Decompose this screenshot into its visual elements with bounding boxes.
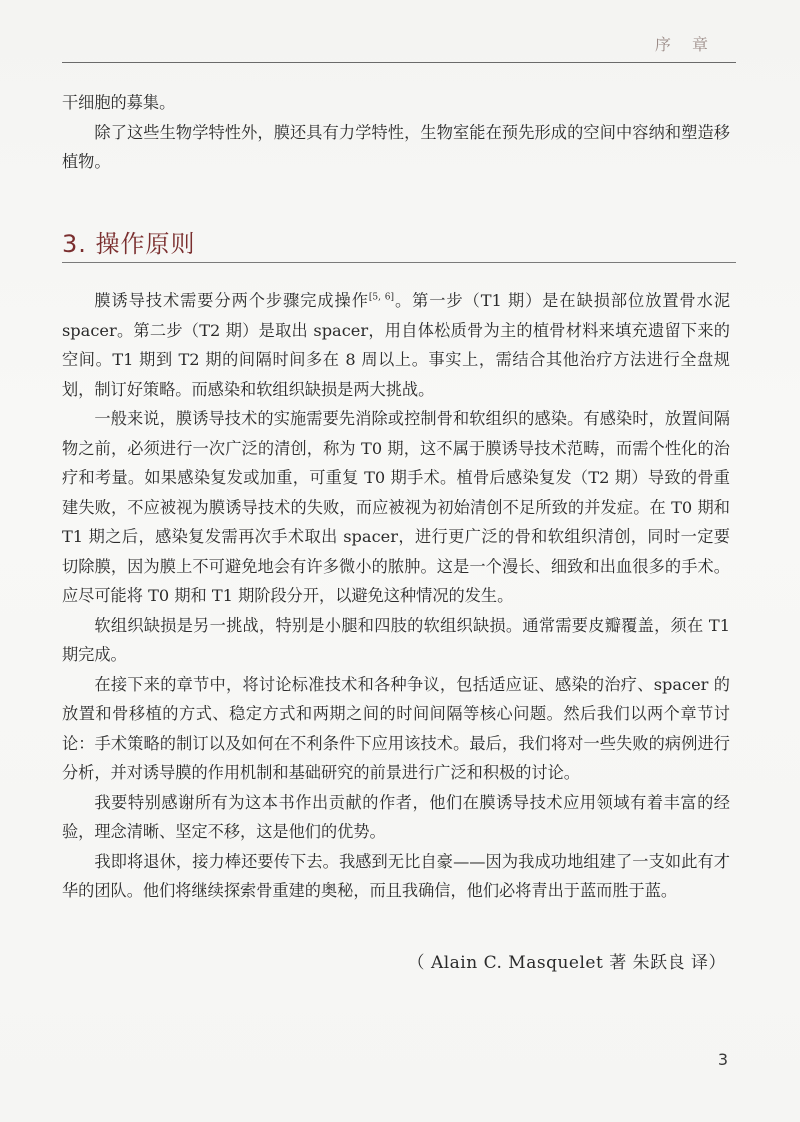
paragraph-3: 软组织缺损是另一挑战，特别是小腿和四肢的软组织缺损。通常需要皮瓣覆盖，须在 T1 期完成。 [62,615,730,664]
paragraph-1-rest: 。第一步（T1 期）是在缺损部位放置骨水泥 spacer。第二步（T2 期）是取出 spacer，用自体松质骨为主的植骨材料来填充遗留下来的空间。T1 期到 T2 期的间隔时间多在 8 周以上。事实上，需结合其他治疗方法进行全盘规划，制订好策略。而感染和软组织缺损是两大挑战。 [62,291,731,399]
section-title: 3. 操作原则 [62,230,196,258]
paragraph-2: 一般来说，膜诱导技术的实施需要先消除或控制骨和软组织的感染。有感染时，放置间隔物之前，必须进行一次广泛的清创，称为 T0 期，这不属于膜诱导技术范畴，而需个性化的治疗和考量。如果感染复发或加重，可重复 T0 期手术。植骨后感染复发（T2 期）导致的骨重建失败，不应被视为膜诱导技术的失败，而应被视为初始清创不足所致的并发症。在 T0 期和 T1 期之后，感染复发需再次手术取出 spacer，进行更广泛的骨和软组织清创，同时一定要切除膜，因为膜上不可避免地会有许多微小的脓肿。这是一个漫长、细致和出血很多的手术。应尽可能将 T0 期和 T1 期阶段分开，以避免这种情况的发生。 [62,409,730,605]
page-number: 3 [717,1050,728,1069]
running-head: 序 章 [654,35,716,54]
intro-text [62,88,730,177]
intro-paragraph: 除了这些生物学特性外，膜还具有力学特性，生物室能在预先形成的空间中容纳和塑造移植物。 [62,122,730,171]
main-text [62,286,730,906]
author-byline: （ Alain C. Masquelet 著 朱跃良 译） [407,953,726,973]
paragraph-4: 在接下来的章节中，将讨论标准技术和各种争议，包括适应证、感染的治疗、spacer 的放置和骨移植的方式、稳定方式和两期之间的时间间隔等核心问题。然后我们以两个章节讨论：手术策略的制订以及如何在不利条件下应用该技术。最后，我们将对一些失败的病例进行分析，并对诱导膜的作用机制和基础研究的前景进行广泛和积极的讨论。 [62,674,730,782]
paragraph-1-start: 膜诱导技术需要分两个步骤完成操作 [94,291,369,310]
header-rule [62,62,736,63]
paragraph-1 [62,286,730,404]
continuation-line: 干细胞的募集。 [62,93,176,112]
paragraph-6: 我即将退休，接力棒还要传下去。我感到无比自豪——因为我成功地组建了一支如此有才华的团队。他们将继续探索骨重建的奥秘，而且我确信，他们必将青出于蓝而胜于蓝。 [62,851,730,900]
paragraph-5: 我要特别感谢所有为这本书作出贡献的作者，他们在膜诱导技术应用领域有着丰富的经验，理念清晰、坚定不移，这是他们的优势。 [62,792,730,841]
section-rule [62,262,736,263]
citation: [5, 6] [368,292,395,303]
